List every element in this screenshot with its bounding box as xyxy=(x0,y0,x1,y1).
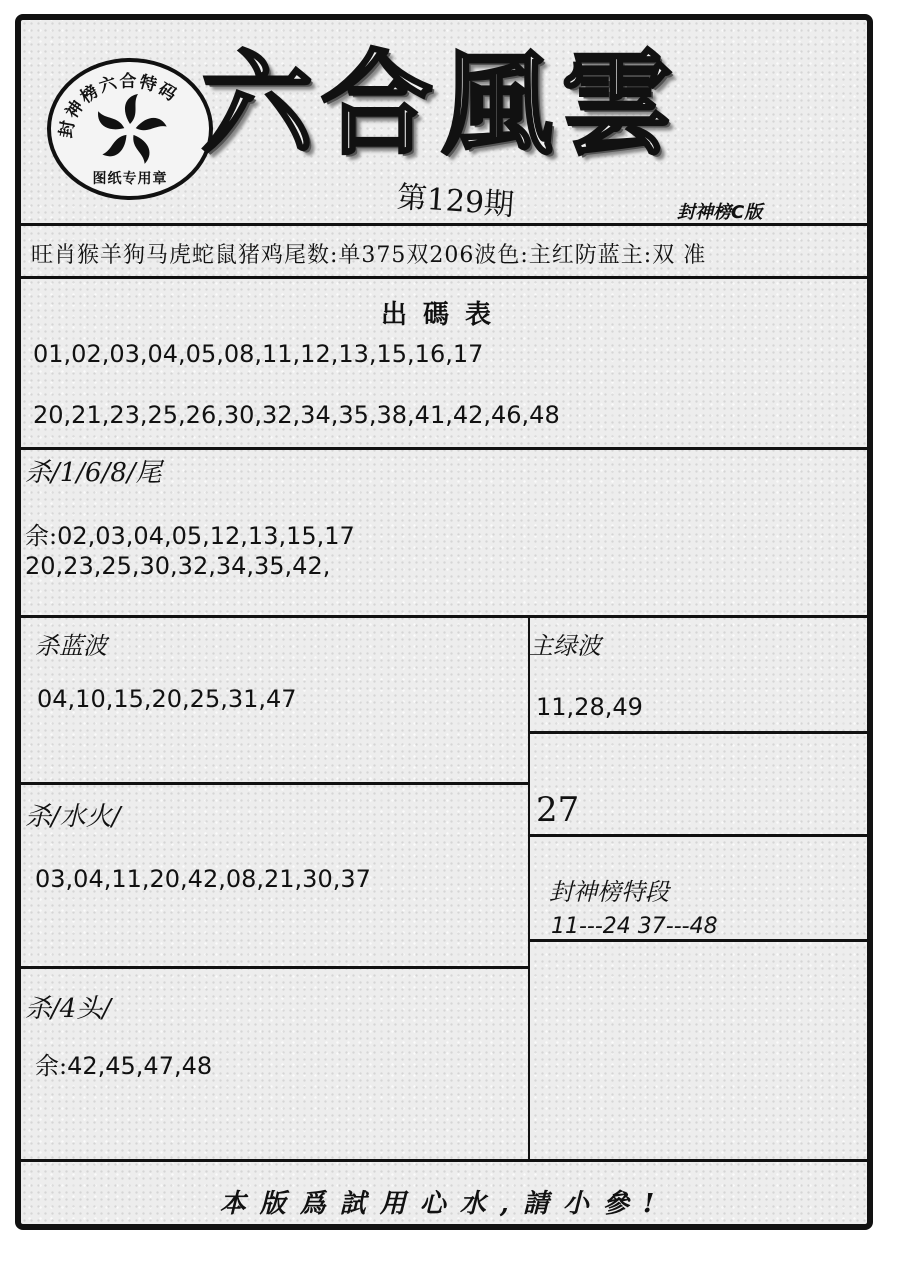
info-bar: 旺肖猴羊狗马虎蛇鼠猪鸡尾数:单375双206波色:主红防蓝主:双 准 xyxy=(31,243,707,268)
special-segment-label: 封神榜特段 xyxy=(549,878,669,906)
divider xyxy=(529,834,867,837)
divider xyxy=(529,731,867,734)
remainder-prefix: 余: xyxy=(25,522,58,550)
code-table-line-2: 20,21,23,25,26,30,32,34,35,38,41,42,46,48 xyxy=(33,401,560,429)
kill-tail-line-1 xyxy=(25,516,355,551)
kill-blue-label: 杀蓝波 xyxy=(35,632,107,660)
seal-ring-text: 封神榜六合特码 xyxy=(56,71,182,140)
issue-number: 第129期 xyxy=(395,179,516,224)
divider xyxy=(21,615,867,618)
divider xyxy=(21,223,867,226)
kill-tail-line-2: 20,23,25,30,32,34,35,42, xyxy=(25,552,331,580)
divider xyxy=(21,447,867,450)
kill-head-line xyxy=(35,1046,212,1081)
main-green-label: 主绿波 xyxy=(529,632,601,660)
kill-water-fire-numbers: 03,04,11,20,42,08,21,30,37 xyxy=(35,865,371,893)
kill-water-fire-label: 杀/水火/ xyxy=(25,802,121,832)
lottery-sheet xyxy=(15,14,873,1230)
edition-label: 封神榜C版 xyxy=(677,202,763,223)
kill-head-label: 杀/4头/ xyxy=(25,994,112,1024)
single-number: 27 xyxy=(536,790,580,830)
code-table-line-1: 01,02,03,04,05,08,11,12,13,15,16,17 xyxy=(33,340,484,368)
seal-stamp xyxy=(47,58,213,200)
kill-tail-label: 杀/1/6/8/尾 xyxy=(25,458,162,488)
divider xyxy=(21,966,529,969)
code-table-title: 出碼表 xyxy=(380,300,507,330)
column-divider xyxy=(528,617,530,1159)
footer-note: 本版爲試用心水,請小參! xyxy=(219,1189,669,1219)
remainder-prefix: 余: xyxy=(35,1052,68,1080)
divider xyxy=(21,276,867,279)
main-green-numbers: 11,28,49 xyxy=(536,693,643,721)
seal-bottom-text: 图纸专用章 xyxy=(92,171,168,187)
divider xyxy=(21,1159,867,1162)
kill-blue-numbers: 04,10,15,20,25,31,47 xyxy=(37,685,297,713)
kill-head-numbers: 42,45,47,48 xyxy=(67,1052,213,1080)
kill-tail-numbers: 02,03,04,05,12,13,15,17 xyxy=(57,522,355,550)
divider xyxy=(21,782,529,785)
divider xyxy=(529,939,867,942)
special-segment-range: 11---24 37---48 xyxy=(551,914,718,939)
page-title: 六合風雲 xyxy=(201,39,681,170)
